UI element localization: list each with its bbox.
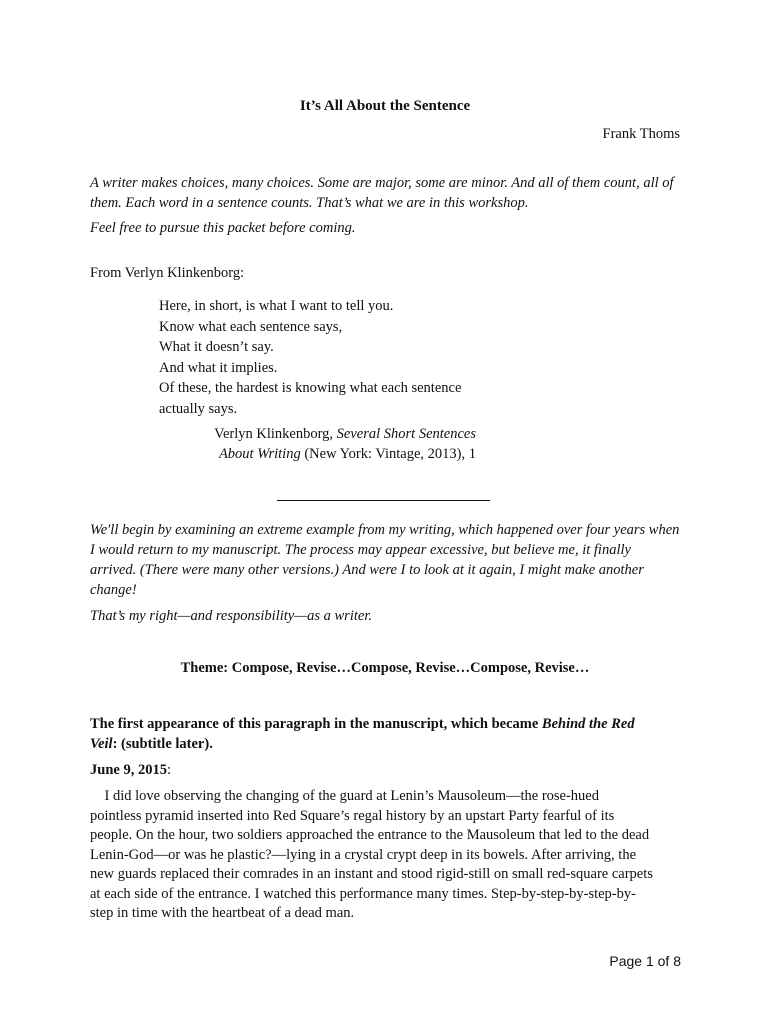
quote-line: actually says. [159, 400, 238, 417]
intro-paragraph: A writer makes choices, many choices. Some are major, some are minor. And all of them count, all of them. Each word in a sentence counts. That’s what we are in this workshop. [90, 175, 674, 211]
workshop-intro-closing: That’s my right—and responsibility—as a writer. [90, 608, 372, 624]
theme-heading: Theme: Compose, Revise…Compose, Revise…Compose, Revise… [180, 660, 590, 676]
citation-book-title-cont: About Writing [218, 446, 301, 462]
workshop-intro-paragraph: We'll begin by examining an extreme example from my writing, which happened over four years when I would return to my manuscript. The process may appear excessive, but believe me, it finally arrived. (There were many other versions.) And were I to look at it again, I might make another change! [90, 522, 680, 598]
paragraph-line: new guards replaced their comrades in an instant and stood rigid-still on small red-square carpets [90, 866, 653, 882]
intro-note: Feel free to pursue this packet before coming. [90, 220, 356, 236]
book-title: Behind the Red Veil [90, 716, 635, 752]
paragraph-line: at each side of the entrance. I watched this performance many times. Step-by-step-by-step-by- [90, 885, 636, 902]
citation-author: Verlyn Klinkenborg, [214, 426, 337, 442]
author-name: Frank Thoms [602, 126, 680, 142]
manuscript-paragraph [90, 787, 682, 924]
citation-book-title: Several Short Sentences [336, 426, 476, 442]
paragraph-line: people. On the hour, two soldiers approached the entrance to the Mausoleum that led to the dead [90, 827, 650, 843]
quote-line: And what it implies. [159, 359, 278, 376]
quote-line: What it doesn’t say. [159, 339, 274, 355]
quote-citation [0, 424, 476, 464]
citation-publisher: (New York: Vintage, 2013), 1 [300, 446, 476, 462]
quote-line: Know what each sentence says, [159, 318, 343, 335]
page-number: Page 1 of 8 [609, 953, 681, 969]
first-appearance-heading: The first appearance of this paragraph in the manuscript, which became Behind the Red Veil: (subtitle later). [90, 716, 635, 752]
paragraph-line: Lenin-God—or was he plastic?—lying in a crystal crypt deep in its bowels. After arriving, the [90, 846, 637, 863]
entry-date: June 9, 2015: [90, 762, 171, 778]
paragraph-line: step in time with the heartbeat of a dead man. [90, 905, 355, 921]
quote-line: Here, in short, is what I want to tell you. [159, 298, 394, 314]
quote-source-line: From Verlyn Klinkenborg: [90, 265, 245, 281]
quote-line: Of these, the hardest is knowing what each sentence [159, 380, 462, 396]
paragraph-line: I did love observing the changing of the guard at Lenin’s Mausoleum—the rose-hued [104, 788, 599, 804]
document-title: It’s All About the Sentence [299, 98, 471, 114]
paragraph-line: pointless pyramid inserted into Red Square’s regal history by an upstart Party fearful of its [90, 807, 615, 824]
section-divider [277, 500, 490, 501]
block-quote [159, 296, 461, 419]
